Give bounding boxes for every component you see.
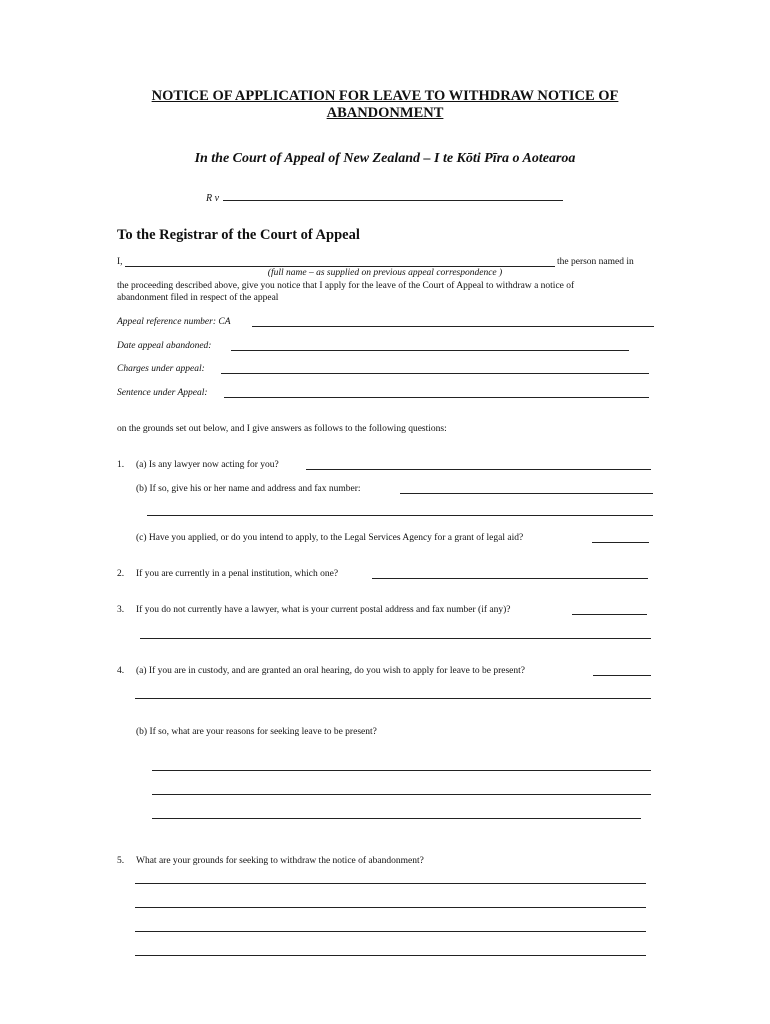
q4b-blank-3[interactable] [152,818,641,819]
full-name-blank[interactable] [125,266,555,267]
registrar-heading: To the Registrar of the Court of Appeal [117,227,360,243]
appeal-ref-label: Appeal reference number: CA [117,317,231,327]
q5-blank-3[interactable] [135,931,646,932]
q1a-text: (a) Is any lawyer now acting for you? [136,460,279,470]
q5-blank-2[interactable] [135,907,646,908]
q4a-blank-1[interactable] [593,675,651,676]
q4b-blank-2[interactable] [152,794,651,795]
q5-number: 5. [117,856,125,866]
date-abandoned-blank[interactable] [231,350,629,351]
sentence-blank[interactable] [224,397,649,398]
q5-blank-4[interactable] [135,955,646,956]
q2-text: If you are currently in a penal institution, which one? [136,569,339,579]
intro-prefix: I, [117,257,123,267]
sentence-label: Sentence under Appeal: [117,388,208,398]
q3-number: 3. [117,605,125,615]
rv-label: R v [206,193,220,204]
charges-blank[interactable] [221,373,649,374]
rv-line [206,191,563,204]
title-line-2: ABANDONMENT [326,105,444,121]
q5-blank-1[interactable] [135,883,646,884]
full-name-note: (full name – as supplied on previous appeal correspondence ) [267,268,503,278]
court-name: In the Court of Appeal of New Zealand – I te Kōti Pīra o Aotearoa [194,151,576,166]
intro-suffix: the person named in [557,257,634,267]
q1b-text: (b) If so, give his or her name and address and fax number: [136,484,361,494]
q2-number: 2. [117,569,125,579]
q3-blank-1[interactable] [572,614,647,615]
appeal-ref-blank[interactable] [252,326,654,327]
title-line-1: NOTICE OF APPLICATION FOR LEAVE TO WITHDRAW NOTICE OF [151,88,619,104]
intro-text-line-1: the proceeding described above, give you notice that I apply for the leave of the Court of Appeal to withdraw a notice of [117,281,575,291]
intro-text [117,280,657,304]
document-title [0,88,770,122]
q1-number: 1. [117,460,125,470]
q4b-text: (b) If so, what are your reasons for seeking leave to be present? [136,727,377,737]
q1b-blank-1[interactable] [400,493,653,494]
q2-blank[interactable] [372,578,648,579]
q4a-blank-2[interactable] [135,698,651,699]
q3-blank-2[interactable] [140,638,651,639]
charges-label: Charges under appeal: [117,364,205,374]
q1c-text: (c) Have you applied, or do you intend to apply, to the Legal Services Agency for a grant of legal aid? [136,533,524,543]
date-abandoned-label: Date appeal abandoned: [117,341,212,351]
q1b-blank-2[interactable] [147,515,653,516]
rv-blank[interactable] [223,191,563,201]
q1a-blank[interactable] [306,469,651,470]
q4a-text: (a) If you are in custody, and are granted an oral hearing, do you wish to apply for leave to be present? [136,666,526,676]
q3-text: If you do not currently have a lawyer, what is your current postal address and fax number (if any)? [136,605,511,615]
q1c-blank[interactable] [592,542,649,543]
q4b-blank-1[interactable] [152,770,651,771]
grounds-intro: on the grounds set out below, and I give answers as follows to the following questions: [117,424,447,434]
q5-text: What are your grounds for seeking to withdraw the notice of abandonment? [136,856,424,866]
intro-text-line-2: abandonment filed in respect of the appeal [117,293,279,303]
q4-number: 4. [117,666,125,676]
